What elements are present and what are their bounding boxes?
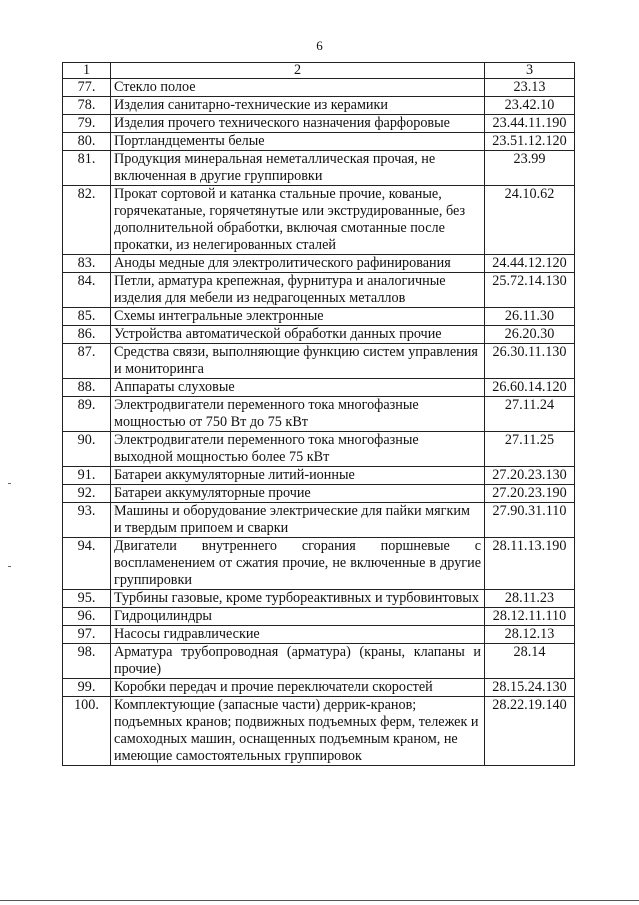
row-code: 26.60.14.120 (485, 379, 575, 397)
row-code: 27.20.23.130 (485, 467, 575, 485)
row-code: 27.11.24 (485, 397, 575, 432)
margin-mark (8, 483, 11, 484)
row-number: 96. (63, 608, 111, 626)
row-code: 23.44.11.190 (485, 115, 575, 133)
table-row (63, 679, 575, 697)
row-number: 98. (63, 644, 111, 679)
row-number: 90. (63, 432, 111, 467)
row-number: 85. (63, 308, 111, 326)
row-code: 28.11.23 (485, 590, 575, 608)
page-number: 6 (316, 38, 323, 53)
row-code: 23.42.10 (485, 97, 575, 115)
row-name: Портландцементы белые (111, 133, 485, 151)
row-name: Турбины газовые, кроме турбореактивных и турбовинтовых (111, 590, 485, 608)
row-code: 23.99 (485, 151, 575, 186)
table-row (63, 397, 575, 432)
row-number: 82. (63, 186, 111, 255)
row-code: 26.30.11.130 (485, 344, 575, 379)
table-row (63, 503, 575, 538)
table-row (63, 626, 575, 644)
table-row (63, 538, 575, 590)
row-name: Аппараты слуховые (111, 379, 485, 397)
table-row (63, 379, 575, 397)
row-name: Насосы гидравлические (111, 626, 485, 644)
table-row (63, 326, 575, 344)
row-name: Продукция минеральная неметаллическая прочая, не включенная в другие группировки (111, 151, 485, 186)
footer-rule (0, 900, 639, 901)
table-row (63, 432, 575, 467)
products-table (62, 62, 575, 766)
table-row (63, 115, 575, 133)
row-name: Схемы интегральные электронные (111, 308, 485, 326)
table-row (63, 186, 575, 255)
row-code: 26.11.30 (485, 308, 575, 326)
row-name: Батареи аккумуляторные прочие (111, 485, 485, 503)
row-code: 24.44.12.120 (485, 255, 575, 273)
table-body (63, 79, 575, 766)
row-code: 26.20.30 (485, 326, 575, 344)
row-number: 83. (63, 255, 111, 273)
table-row (63, 644, 575, 679)
row-name: Коробки передач и прочие переключатели скоростей (111, 679, 485, 697)
row-number: 88. (63, 379, 111, 397)
row-code: 23.51.12.120 (485, 133, 575, 151)
row-name: Изделия санитарно-технические из керамики (111, 97, 485, 115)
row-name: Электродвигатели переменного тока многофазные мощностью от 750 Вт до 75 кВт (111, 397, 485, 432)
row-name: Аноды медные для электролитического рафинирования (111, 255, 485, 273)
row-number: 78. (63, 97, 111, 115)
row-number: 86. (63, 326, 111, 344)
row-name: Гидроцилиндры (111, 608, 485, 626)
table-row (63, 485, 575, 503)
row-name: Электродвигатели переменного тока многофазные выходной мощностью более 75 кВт (111, 432, 485, 467)
row-name: Комплектующие (запасные части) деррик-кранов; подъемных кранов; подвижных подъемных ферм, тележек и самоходных машин, оснащенных подъемным краном, не имеющие самостоятельных группировок (111, 697, 485, 766)
header-cell-col1: 1 (63, 63, 111, 79)
table-row (63, 151, 575, 186)
row-number: 91. (63, 467, 111, 485)
table-row (63, 344, 575, 379)
row-code: 28.22.19.140 (485, 697, 575, 766)
row-number: 100. (63, 697, 111, 766)
row-code: 23.13 (485, 79, 575, 97)
row-number: 77. (63, 79, 111, 97)
row-number: 87. (63, 344, 111, 379)
row-number: 80. (63, 133, 111, 151)
row-name: Машины и оборудование электрические для пайки мягким и твердым припоем и сварки (111, 503, 485, 538)
table-header-row (63, 63, 575, 79)
row-name: Прокат сортовой и катанка стальные прочие, кованые, горячекатаные, горячетянутые или экструдированные, без дополнительной обработки, включая смотанные после прокатки, из нелегированных сталей (111, 186, 485, 255)
row-code: 27.20.23.190 (485, 485, 575, 503)
row-name: Стекло полое (111, 79, 485, 97)
row-number: 92. (63, 485, 111, 503)
row-code: 28.14 (485, 644, 575, 679)
row-number: 81. (63, 151, 111, 186)
table-row (63, 97, 575, 115)
table-row (63, 608, 575, 626)
table-row (63, 697, 575, 766)
header-cell-col2: 2 (111, 63, 485, 79)
row-name: Средства связи, выполняющие функцию систем управления и мониторинга (111, 344, 485, 379)
table-row (63, 467, 575, 485)
row-number: 97. (63, 626, 111, 644)
table-row (63, 273, 575, 308)
table-row (63, 79, 575, 97)
row-code: 24.10.62 (485, 186, 575, 255)
row-name: Батареи аккумуляторные литий-ионные (111, 467, 485, 485)
row-number: 93. (63, 503, 111, 538)
row-code: 27.11.25 (485, 432, 575, 467)
row-code: 25.72.14.130 (485, 273, 575, 308)
row-code: 28.12.11.110 (485, 608, 575, 626)
row-name: Устройства автоматической обработки данных прочие (111, 326, 485, 344)
row-number: 84. (63, 273, 111, 308)
table-row (63, 255, 575, 273)
margin-mark (8, 566, 11, 567)
row-code: 28.11.13.190 (485, 538, 575, 590)
table-row (63, 308, 575, 326)
table-row (63, 133, 575, 151)
row-code: 28.15.24.130 (485, 679, 575, 697)
row-name: Двигатели внутреннего сгорания поршневые с воспламенением от сжатия прочие, не включенные в другие группировки (111, 538, 485, 590)
row-code: 27.90.31.110 (485, 503, 575, 538)
row-number: 94. (63, 538, 111, 590)
row-code: 28.12.13 (485, 626, 575, 644)
row-number: 95. (63, 590, 111, 608)
row-name: Арматура трубопроводная (арматура) (краны, клапаны и прочие) (111, 644, 485, 679)
row-number: 89. (63, 397, 111, 432)
row-number: 79. (63, 115, 111, 133)
header-cell-col3: 3 (485, 63, 575, 79)
row-name: Петли, арматура крепежная, фурнитура и аналогичные изделия для мебели из недрагоценных металлов (111, 273, 485, 308)
table-row (63, 590, 575, 608)
row-number: 99. (63, 679, 111, 697)
row-name: Изделия прочего технического назначения фарфоровые (111, 115, 485, 133)
